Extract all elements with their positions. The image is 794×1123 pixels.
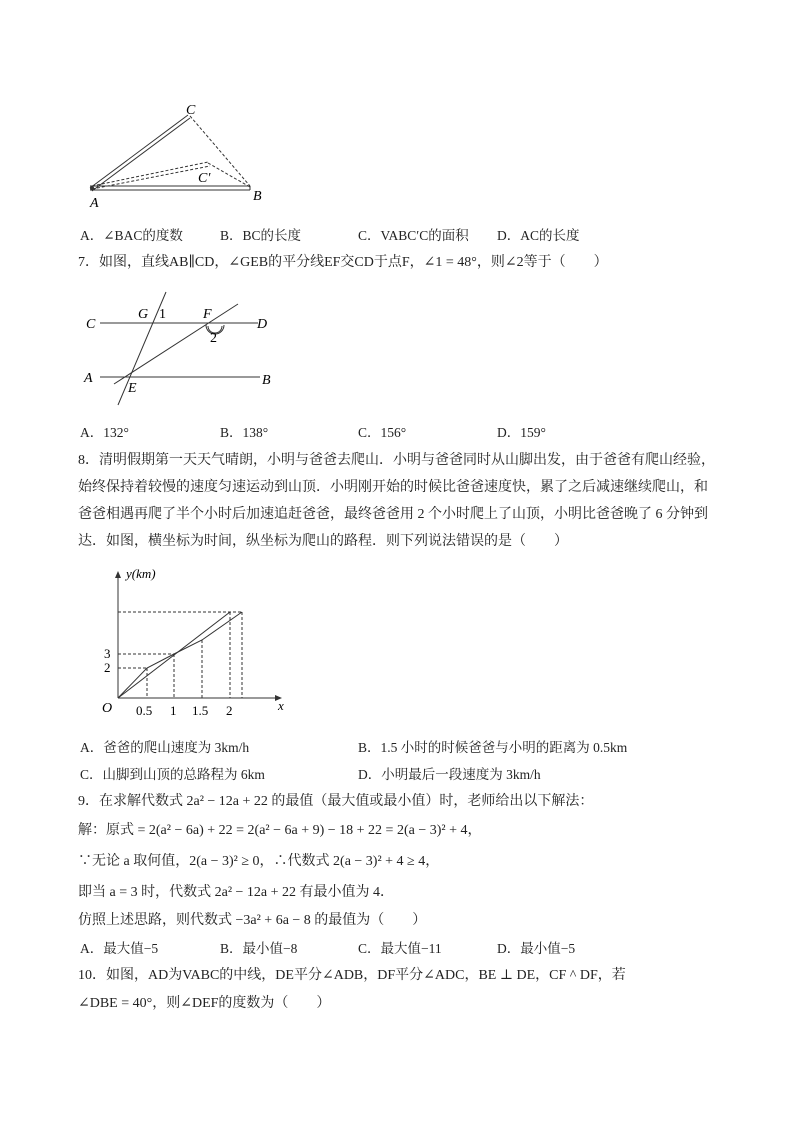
graph-y-label: y(km) (126, 566, 156, 581)
q9-line-3: ∵无论 a 取何值，2(a − 3)² ≥ 0，∴代数式 2(a − 3)² + 4 ≥ 4， (78, 854, 440, 869)
label7-2: 2 (210, 331, 217, 346)
graph-x-tick-1: 1 (170, 703, 177, 718)
label7-D: D (257, 317, 268, 332)
label7-E: E (128, 381, 137, 396)
q6-option-d: D．AC的长度 (497, 228, 580, 243)
q8-stem-line-3: 爸爸相遇再爬了半个小时后加速追赶爸爸，最终爸爸用 2 个小时爬上了山顶，小明比爸爸晚了 6 分钟到 (78, 507, 708, 522)
parallel-lines-figure (80, 280, 290, 410)
q7-option-c: C．156° (358, 425, 407, 440)
label-B: B (253, 189, 262, 204)
climb-graph (90, 560, 300, 725)
label-Cprime: C′ (198, 171, 211, 186)
graph-x-tick-0.5: 0.5 (136, 703, 153, 718)
q9-line-2: 解：原式 = 2(a² − 6a) + 22 = 2(a² − 6a + 9) − 18 + 22 = 2(a − 3)² + 4， (78, 823, 482, 838)
q8-option-c: C．山脚到山顶的总路程为 6km (80, 767, 265, 782)
q9-line-5: 仿照上述思路，则代数式 −3a² + 6a − 8 的最值为（ ） (78, 913, 427, 928)
q7-option-b: B．138° (220, 425, 269, 440)
q9-option-c: C．最大值−11 (358, 941, 442, 956)
q9-option-a: A．最大值−5 (80, 941, 159, 956)
label-A: A (90, 196, 99, 211)
graph-y-tick-2: 2 (104, 660, 111, 675)
q8-option-d: D．小明最后一段速度为 3km/h (358, 767, 541, 782)
triangle-figure (80, 100, 280, 212)
q6-option-c: C．VABC′C的面积 (358, 228, 469, 243)
q6-option-a: A．∠BAC的度数 (80, 228, 183, 243)
label7-B: B (262, 373, 271, 388)
q7-option-d: D．159° (497, 425, 546, 440)
q8-option-a: A．爸爸的爬山速度为 3km/h (80, 740, 250, 755)
q10-line-2: ∠DBE = 40°，则∠DEF的度数为（ ） (78, 996, 331, 1011)
label7-F: F (203, 307, 212, 322)
label-C: C (186, 103, 196, 118)
q9-line-4: 即当 a = 3 时，代数式 2a² − 12a + 22 有最小值为 4． (78, 885, 395, 900)
q8-stem-line-2: 始终保持着较慢的速度匀速运动到山顶．小明刚开始的时候比爸爸速度快，累了之后减速继续爬山，和 (78, 480, 708, 495)
q9-option-b: B．最小值−8 (220, 941, 298, 956)
graph-y-tick-3: 3 (104, 646, 111, 661)
q8-stem-line-1: 8．清明假期第一天天气晴朗，小明与爸爸去爬山．小明与爸爸同时从山脚出发，由于爸爸有爬山经验， (78, 453, 715, 468)
q7-option-a: A．132° (80, 425, 129, 440)
label7-C: C (86, 317, 96, 332)
q10-line-1: 10．如图，AD为VABC的中线，DE平分∠ADB，DF平分∠ADC，BE ⊥ DE，CF ^ DF，若 (78, 968, 626, 983)
label7-G: G (138, 307, 149, 322)
q7-stem: 7．如图，直线AB∥CD，∠GEB的平分线EF交CD于点F，∠1 = 48°，则∠2等于（ ） (78, 255, 608, 270)
q9-option-d: D．最小值−5 (497, 941, 576, 956)
graph-origin: O (102, 701, 113, 716)
graph-x-tick-2: 2 (226, 703, 233, 718)
q8-option-b: B．1.5 小时的时候爸爸与小明的距离为 0.5km (358, 740, 628, 755)
q6-option-b: B．BC的长度 (220, 228, 302, 243)
q8-stem-line-4: 达．如图，横坐标为时间，纵坐标为爬山的路程．则下列说法错误的是（ ） (78, 534, 568, 549)
label7-1: 1 (159, 307, 166, 322)
q9-line-1: 9．在求解代数式 2a² − 12a + 22 的最值（最大值或最小值）时，老师给出以下解法： (78, 794, 594, 809)
graph-x-tick-1.5: 1.5 (192, 703, 209, 718)
label7-A: A (84, 371, 93, 386)
graph-x-label: x (278, 698, 284, 713)
